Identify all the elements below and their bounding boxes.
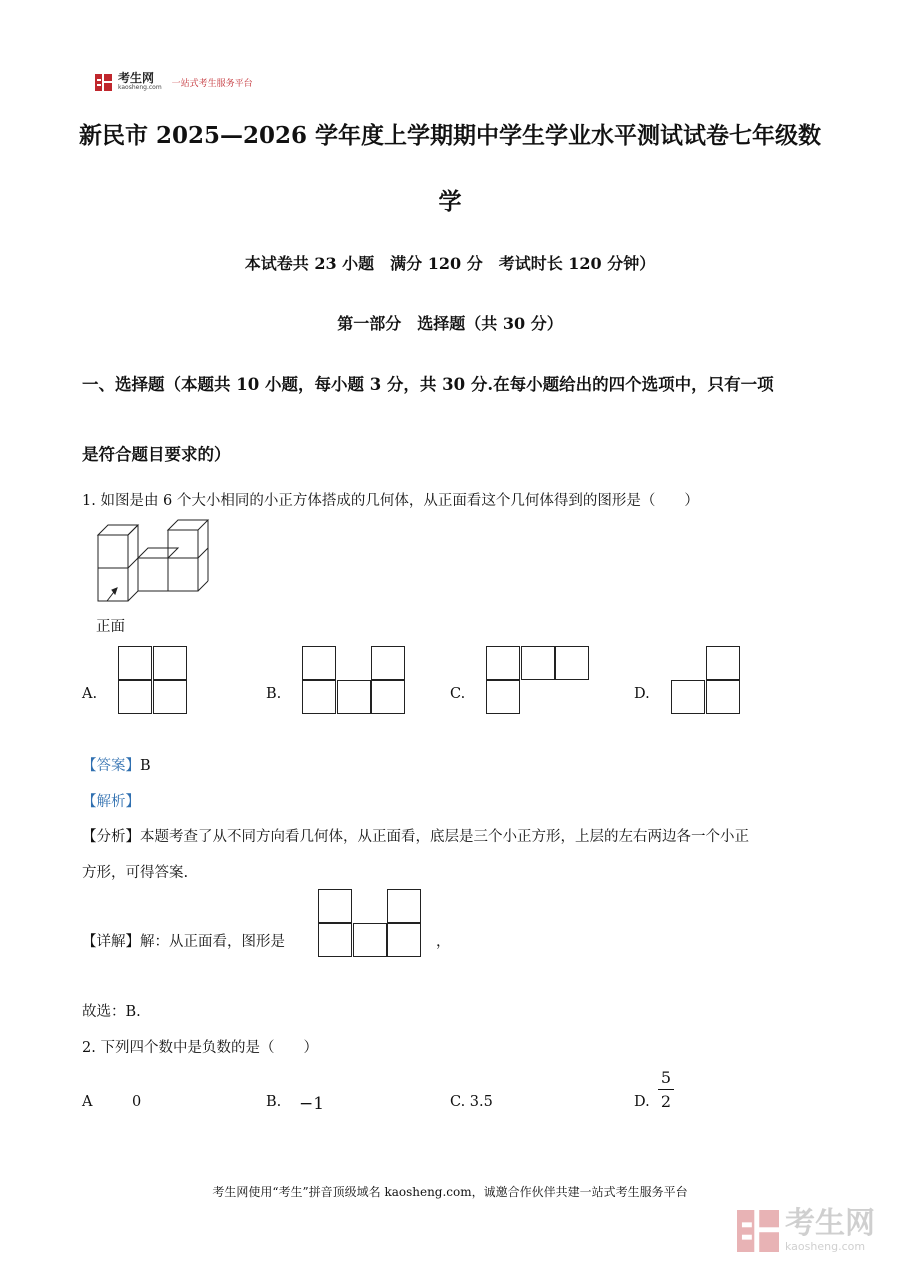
xiangjie-comma: ， <box>436 934 451 950</box>
q2-option-b-label[interactable]: B. <box>266 1094 282 1110</box>
q2-option-c[interactable]: C. 3.5 <box>450 1094 493 1110</box>
logo-domain: kaosheng.com <box>118 84 162 91</box>
q1-cube-figure <box>95 518 220 613</box>
answer-line <box>82 754 151 775</box>
kaosheng-logo-icon <box>95 74 112 91</box>
watermark <box>737 1208 875 1253</box>
logo-name: 考生网 <box>118 71 155 85</box>
q2-option-a-value: 0 <box>132 1094 142 1110</box>
q2-option-b-value: −1 <box>299 1094 325 1114</box>
section-heading-line2: 是符合题目要求的） <box>82 445 231 464</box>
q1-option-d-label[interactable]: D. <box>634 686 650 702</box>
q1-stem: 1. 如图是由 6 个大小相同的小正方体搭成的几何体，从正面看这个几何体得到的图形是（ ） <box>82 493 699 509</box>
exam-title-line1: 新民市 2025—2026 学年度上学期期中学生学业水平测试试卷七年级数 <box>78 122 822 149</box>
front-label: 正面 <box>96 619 125 635</box>
part-title: 第一部分 选择题（共 30 分） <box>337 314 563 333</box>
page-footer: 考生网使用“考生”拼音顶级域名 kaosheng.com，诚邀合作伙伴共建一站式考生服务平台 <box>212 1185 688 1199</box>
analysis-tag: 【解析】 <box>82 794 140 810</box>
q2-option-d-label[interactable]: D. <box>634 1094 650 1110</box>
header-logo <box>95 73 253 91</box>
watermark-name: 考生网 <box>785 1206 875 1241</box>
logo-slogan: 一站式考生服务平台 <box>171 78 253 89</box>
fraction-denominator: 2 <box>660 1092 672 1111</box>
answer-value: B <box>140 758 151 774</box>
watermark-logo-icon <box>737 1210 779 1252</box>
exam-info: 本试卷共 23 小题 满分 120 分 考试时长 120 分钟） <box>244 254 656 273</box>
q1-option-b-label[interactable]: B. <box>266 686 282 702</box>
q2-fraction <box>658 1068 674 1111</box>
watermark-domain: kaosheng.com <box>785 1240 866 1253</box>
guxuan-text: 故选：B. <box>82 1004 141 1020</box>
fenxi-line2: 方形，可得答案. <box>82 865 189 881</box>
xiangjie-text: 【详解】解：从正面看，图形是 <box>82 934 285 950</box>
q1-option-c-label[interactable]: C. <box>450 686 466 702</box>
section-heading-line1: 一、选择题（本题共 10 小题，每小题 3 分，共 30 分.在每小题给出的四个选项中，只有一项 <box>82 375 774 394</box>
exam-title-line2: 学 <box>438 188 462 215</box>
q1-option-a-label[interactable]: A. <box>82 686 98 702</box>
fraction-bar <box>658 1089 674 1090</box>
q2-stem: 2. 下列四个数中是负数的是（ ） <box>82 1040 318 1056</box>
fraction-numerator: 5 <box>660 1068 672 1087</box>
q2-option-a-label[interactable]: A <box>82 1094 93 1110</box>
fenxi-line1: 【分析】本题考查了从不同方向看几何体，从正面看，底层是三个小正方形，上层的左右两边各一个小正 <box>82 829 749 845</box>
answer-tag: 【答案】 <box>82 758 140 774</box>
